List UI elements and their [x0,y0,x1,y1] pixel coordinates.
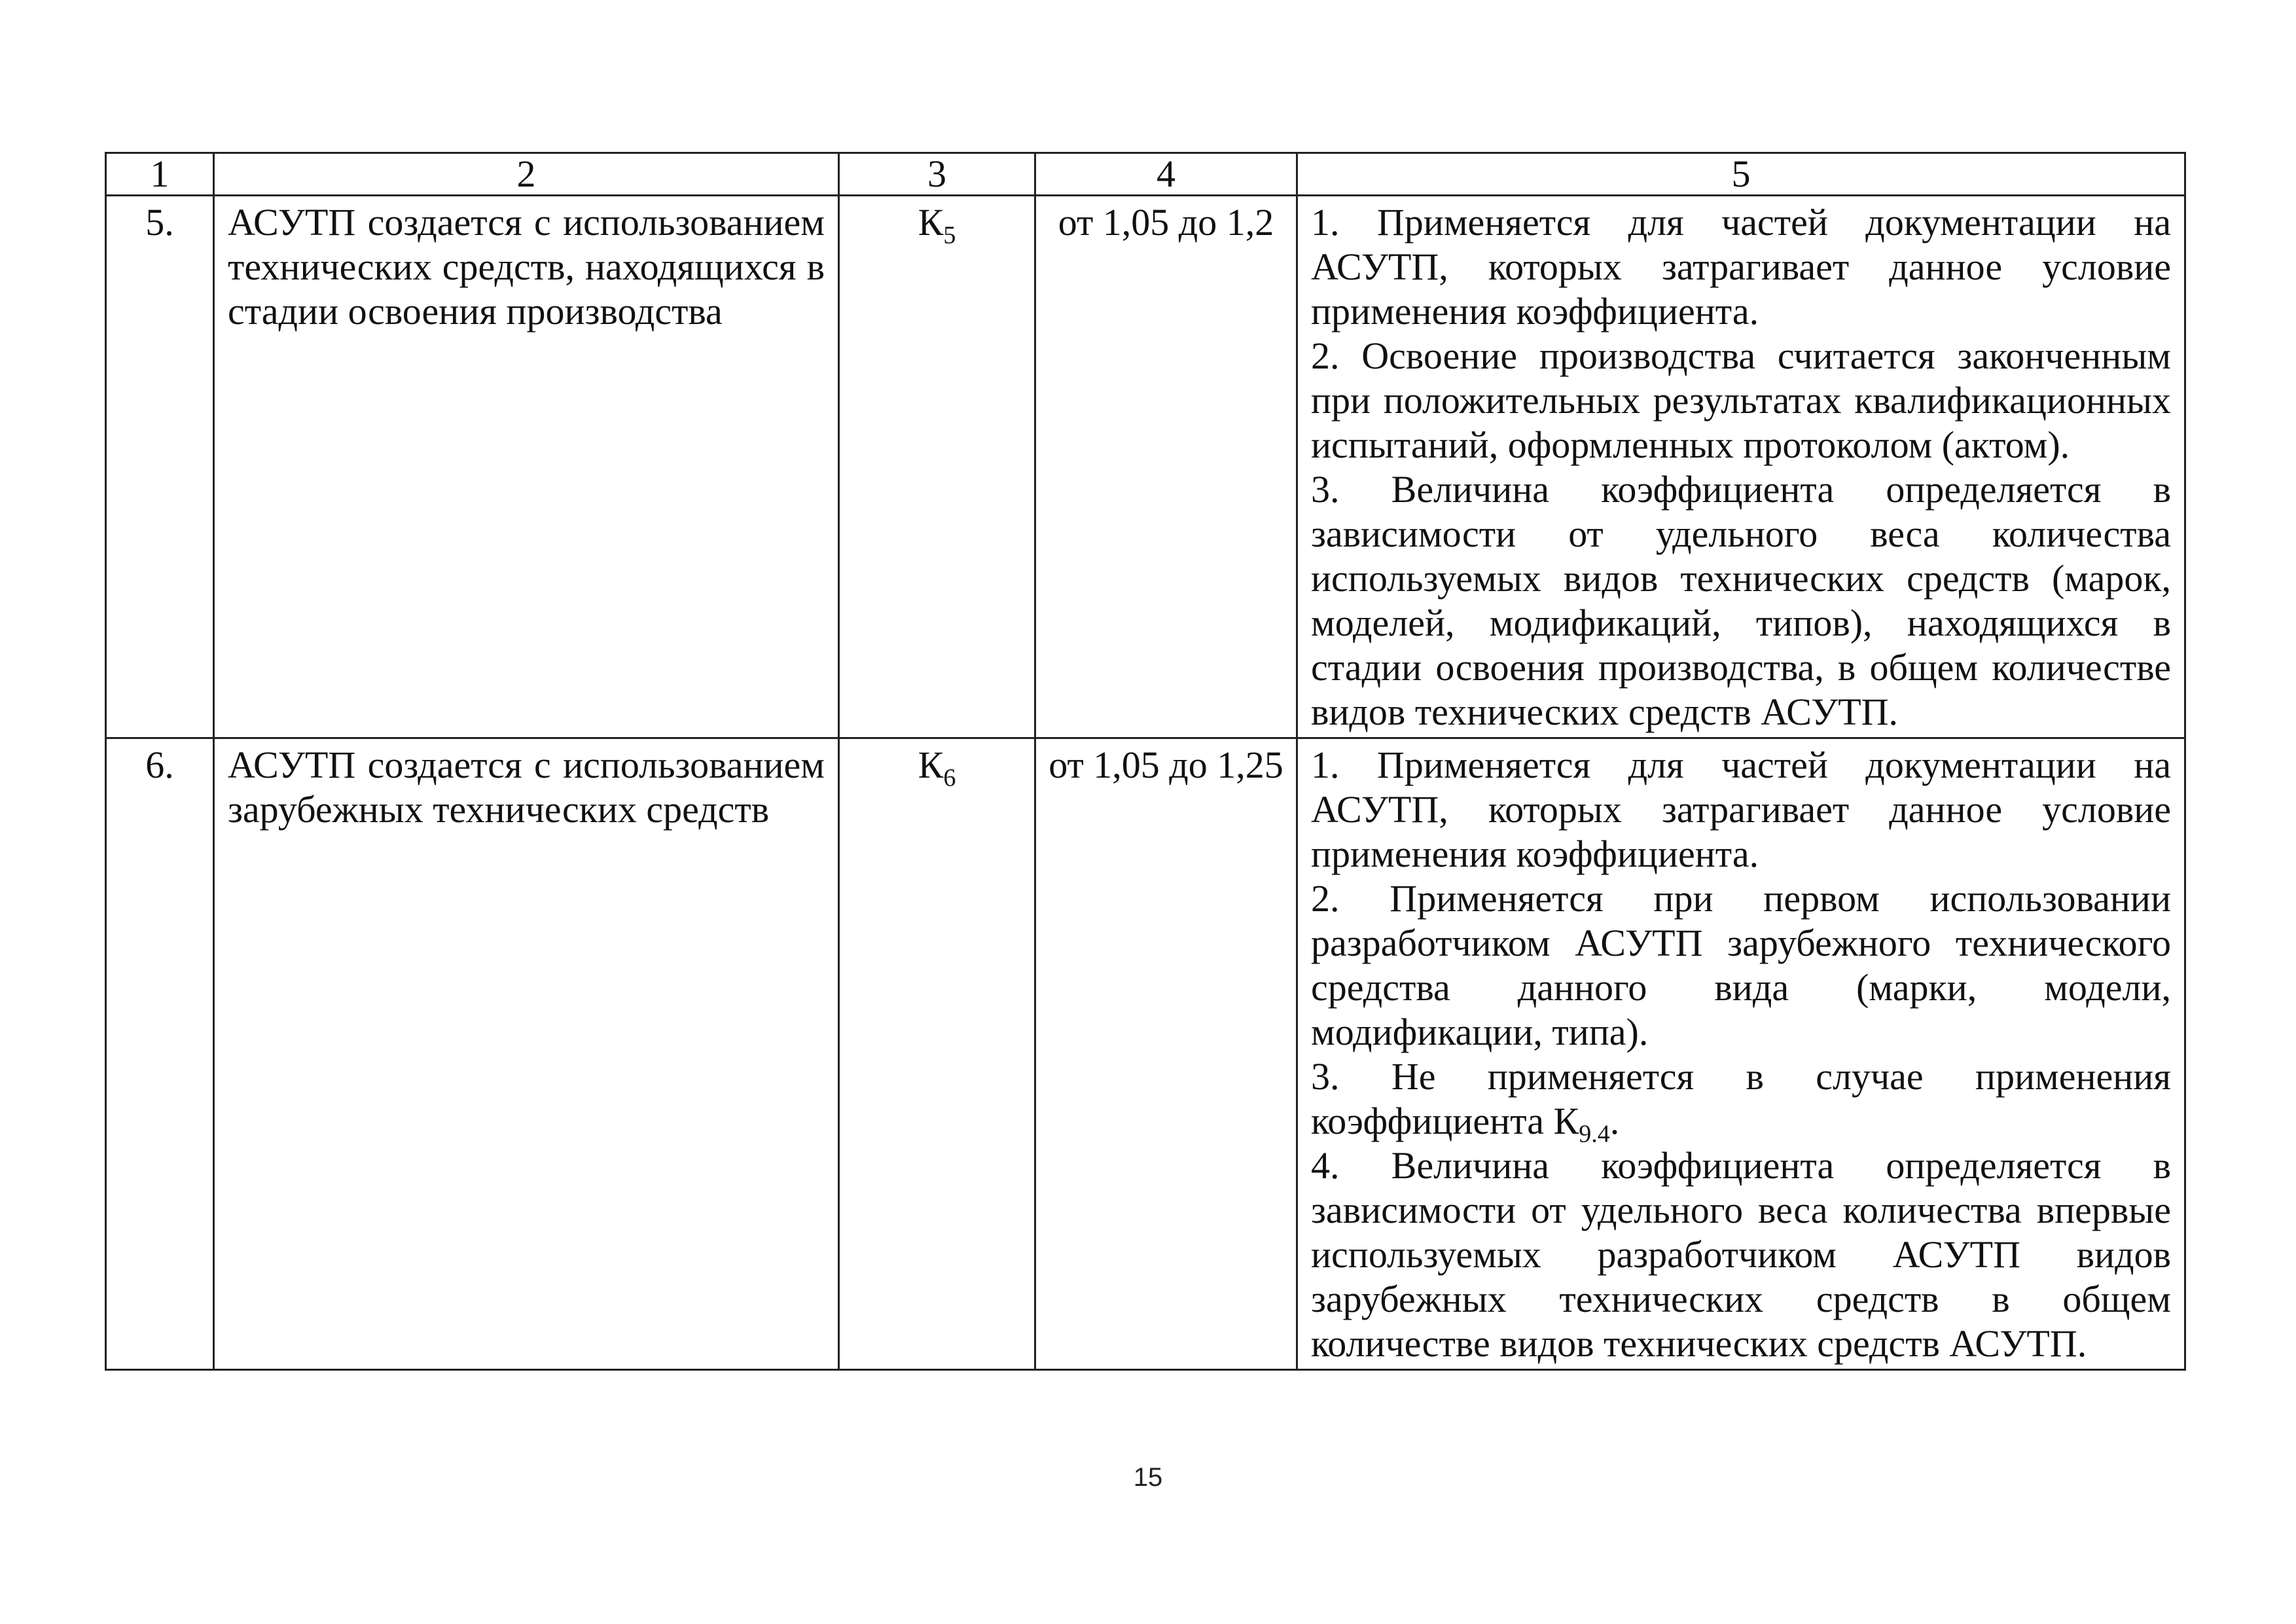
note-subscript: 9.4 [1579,1120,1610,1148]
table-row [106,738,2185,1370]
coefficient-subscript: 6 [943,764,956,792]
note-item: 2. Применяется при первом использовании разработчиком АСУТП зарубежного технического средства данного вида (марки, модели, модификации, типа). [1311,877,2171,1053]
column-header: 2 [214,153,839,196]
note-text: . [1609,1100,1620,1142]
coefficient-subscript: 5 [943,221,956,249]
notes-cell [1297,196,2185,738]
notes-cell [1297,738,2185,1370]
note-item: 1. Применяется для частей документации на АСУТП, которых затрагивает данное условие применения коэффициента. [1311,201,2171,333]
table-row [106,196,2185,738]
page-number: 15 [1133,1463,1163,1492]
column-header: 4 [1035,153,1297,196]
coefficients-table [105,152,2186,1371]
note-item: 1. Применяется для частей документации на АСУТП, которых затрагивает данное условие применения коэффициента. [1311,744,2171,875]
column-header: 1 [106,153,214,196]
condition-description: АСУТП создается с использованием зарубежных технических средств [214,738,839,1370]
note-item [1311,1055,2171,1148]
table-header [106,153,2185,196]
note-item: 4. Величина коэффициента определяется в зависимости от удельного веса количества впервые используемых разработчиком АСУТП видов зарубежных технических средств в общем количестве видов технических средств АСУТП. [1311,1144,2171,1365]
row-number: 5. [106,196,214,738]
coefficient-symbol [839,738,1035,1370]
coefficient-base: К [918,744,944,786]
column-header: 5 [1297,153,2185,196]
header-row [106,153,2185,196]
coefficient-base: К [918,201,944,244]
coefficient-range: от 1,05 до 1,2 [1035,196,1297,738]
coefficient-symbol [839,196,1035,738]
note-item: 3. Величина коэффициента определяется в зависимости от удельного веса количества используемых видов технических средств (марок, моделей, модификаций, типов), находящихся в стадии освоения производства, в общем количестве видов технических средств АСУТП. [1311,468,2171,733]
note-item: 2. Освоение производства считается законченным при положительных результатах квалификационных испытаний, оформленных протоколом (актом). [1311,334,2171,466]
row-number: 6. [106,738,214,1370]
condition-description: АСУТП создается с использованием технических средств, находящихся в стадии освоения производства [214,196,839,738]
coefficient-range: от 1,05 до 1,25 [1035,738,1297,1370]
column-header: 3 [839,153,1035,196]
note-text: 3. Не применяется в случае применения коэффициента К [1311,1055,2171,1142]
